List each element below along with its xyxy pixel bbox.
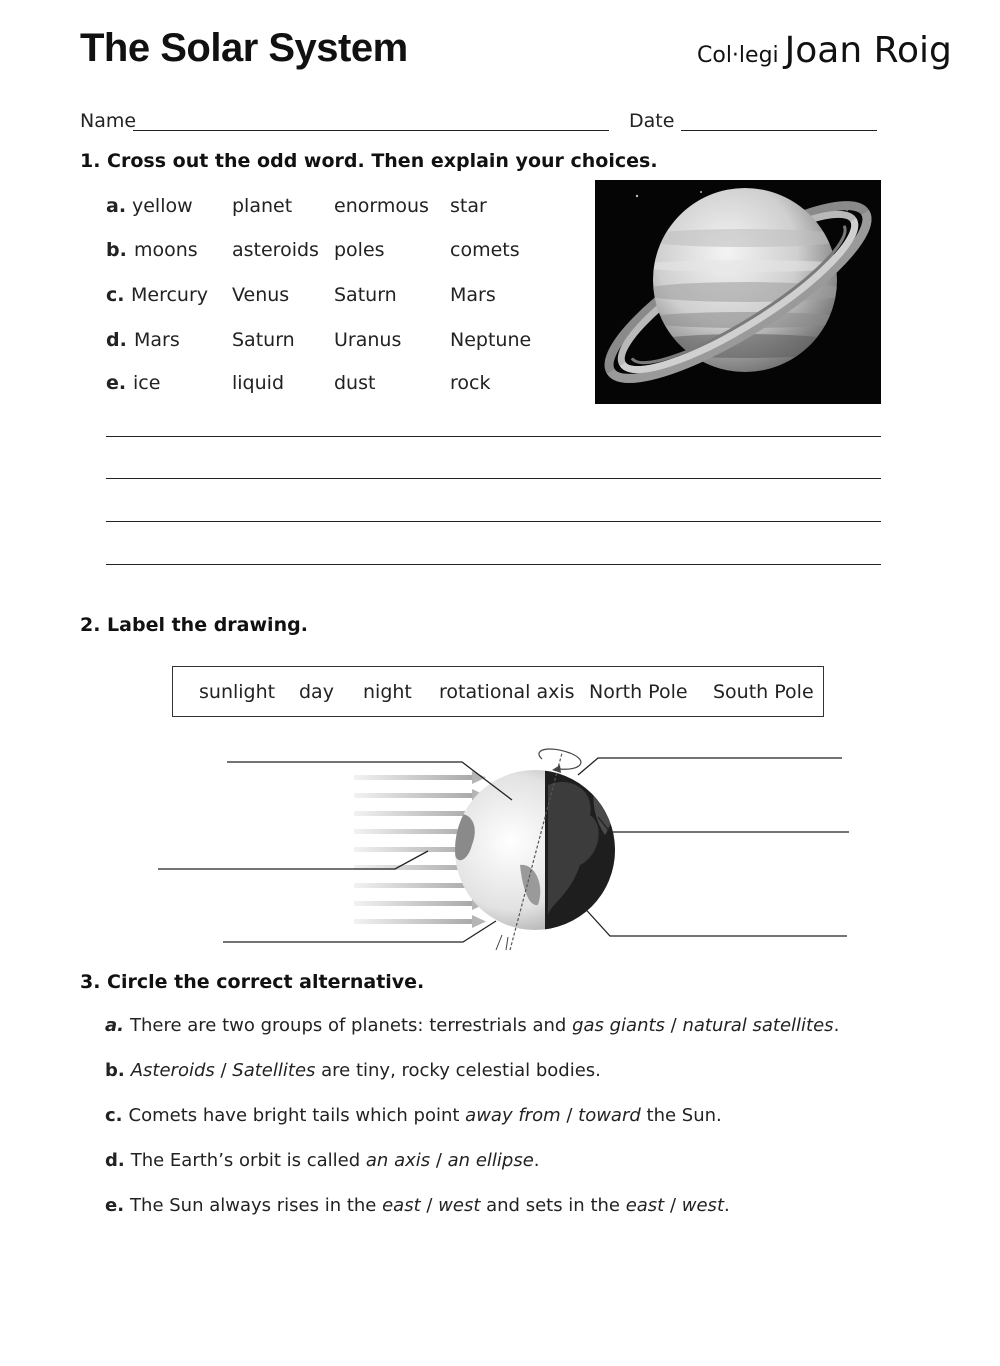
q1-word[interactable]: comets [450, 239, 520, 261]
q3-item-a [105, 1015, 839, 1036]
q3-text: the Sun. [640, 1105, 722, 1126]
q3-option[interactable]: an ellipse [447, 1150, 534, 1171]
q3-option[interactable]: toward [578, 1105, 641, 1126]
q1-word[interactable]: ice [133, 372, 161, 394]
q3-option[interactable]: away from [465, 1105, 561, 1126]
q1-word[interactable]: yellow [132, 195, 193, 217]
q3-option[interactable]: Asteroids [130, 1060, 215, 1081]
q1-word[interactable]: Saturn [334, 284, 397, 306]
q3-letter: c. [105, 1105, 123, 1126]
q3-text: . [724, 1195, 730, 1216]
word-bank-item: sunlight [199, 681, 276, 703]
school-name [697, 30, 952, 71]
q1-word[interactable]: asteroids [232, 239, 319, 261]
q3-text: and sets in the [480, 1195, 626, 1216]
q1-word[interactable]: star [450, 195, 487, 217]
q3-option[interactable]: Satellites [232, 1060, 316, 1081]
q3-letter: e. [105, 1195, 125, 1216]
q3-option[interactable]: west [438, 1195, 481, 1216]
q3-text: Comets have bright tails which point [128, 1105, 466, 1126]
earth-diagram [150, 745, 860, 960]
q1-row-letter: d. [106, 329, 127, 351]
q3-text: . [833, 1015, 840, 1036]
q3-item-e [105, 1195, 730, 1216]
q1-word[interactable]: rock [450, 372, 491, 394]
q1-word[interactable]: Mars [134, 329, 180, 351]
q1-row-letter: a. [106, 195, 127, 217]
word-bank-item: South Pole [713, 681, 814, 703]
school-prefix: Col·legi [697, 43, 779, 68]
word-bank-item: day [299, 681, 334, 703]
q3-item-d [105, 1150, 540, 1171]
q1-word[interactable]: Mercury [131, 284, 209, 306]
q3-item-b [105, 1060, 601, 1081]
q1-heading: 1. Cross out the odd word. Then explain your choices. [80, 150, 658, 172]
q3-separator: / [420, 1195, 439, 1216]
q1-word[interactable]: dust [334, 372, 376, 394]
word-bank-item: night [363, 681, 412, 703]
page-title: The Solar System [80, 26, 408, 70]
q3-option[interactable]: east [382, 1195, 421, 1216]
q3-separator: / [430, 1150, 448, 1171]
school-name-main: Joan Roig [784, 30, 952, 71]
date-field-line[interactable] [681, 130, 877, 131]
answer-line[interactable] [106, 478, 881, 479]
q1-row-letter: e. [106, 372, 127, 394]
q3-option[interactable]: an axis [365, 1150, 431, 1171]
answer-line[interactable] [106, 564, 881, 565]
q3-option[interactable]: west [681, 1195, 724, 1216]
q1-word[interactable]: Neptune [450, 329, 532, 351]
q3-separator: / [214, 1060, 233, 1081]
q3-option[interactable]: east [625, 1195, 665, 1216]
q1-word[interactable]: moons [134, 239, 198, 261]
name-label: Name [80, 110, 137, 132]
q1-word[interactable]: poles [334, 239, 385, 261]
q3-separator: / [664, 1195, 682, 1216]
q3-text: There are two groups of planets: terrestrials and [129, 1015, 573, 1036]
name-field-line[interactable] [133, 130, 609, 131]
q3-text: The Earth’s orbit is called [130, 1150, 366, 1171]
q1-row-letter: c. [106, 284, 125, 306]
answer-line[interactable] [106, 521, 881, 522]
q1-word[interactable]: liquid [232, 372, 284, 394]
q3-separator: / [560, 1105, 579, 1126]
q3-letter: a. [105, 1015, 124, 1036]
saturn-image [595, 180, 881, 404]
q1-word[interactable]: enormous [334, 195, 429, 217]
word-bank-item: rotational axis [439, 681, 575, 703]
q3-item-c [105, 1105, 722, 1126]
q3-text: The Sun always rises in the [130, 1195, 383, 1216]
q2-heading: 2. Label the drawing. [80, 614, 308, 636]
q3-heading: 3. Circle the correct alternative. [80, 971, 425, 993]
q3-letter: b. [105, 1060, 125, 1081]
word-bank-item: North Pole [589, 681, 688, 703]
q1-word[interactable]: Mars [450, 284, 496, 306]
q3-option[interactable]: gas giants [572, 1015, 665, 1036]
q1-word[interactable]: Saturn [232, 329, 295, 351]
q1-word[interactable]: Uranus [334, 329, 402, 351]
q3-option[interactable]: natural satellites [682, 1015, 834, 1036]
q3-letter: d. [105, 1150, 125, 1171]
q1-word[interactable]: Venus [232, 284, 290, 306]
word-bank [172, 666, 824, 717]
q3-text: . [533, 1150, 540, 1171]
q1-row-letter: b. [106, 239, 127, 261]
q3-separator: / [664, 1015, 683, 1036]
answer-line[interactable] [106, 436, 881, 437]
q1-word[interactable]: planet [232, 195, 293, 217]
q3-text: are tiny, rocky celestial bodies. [315, 1060, 601, 1081]
date-label: Date [629, 110, 675, 132]
